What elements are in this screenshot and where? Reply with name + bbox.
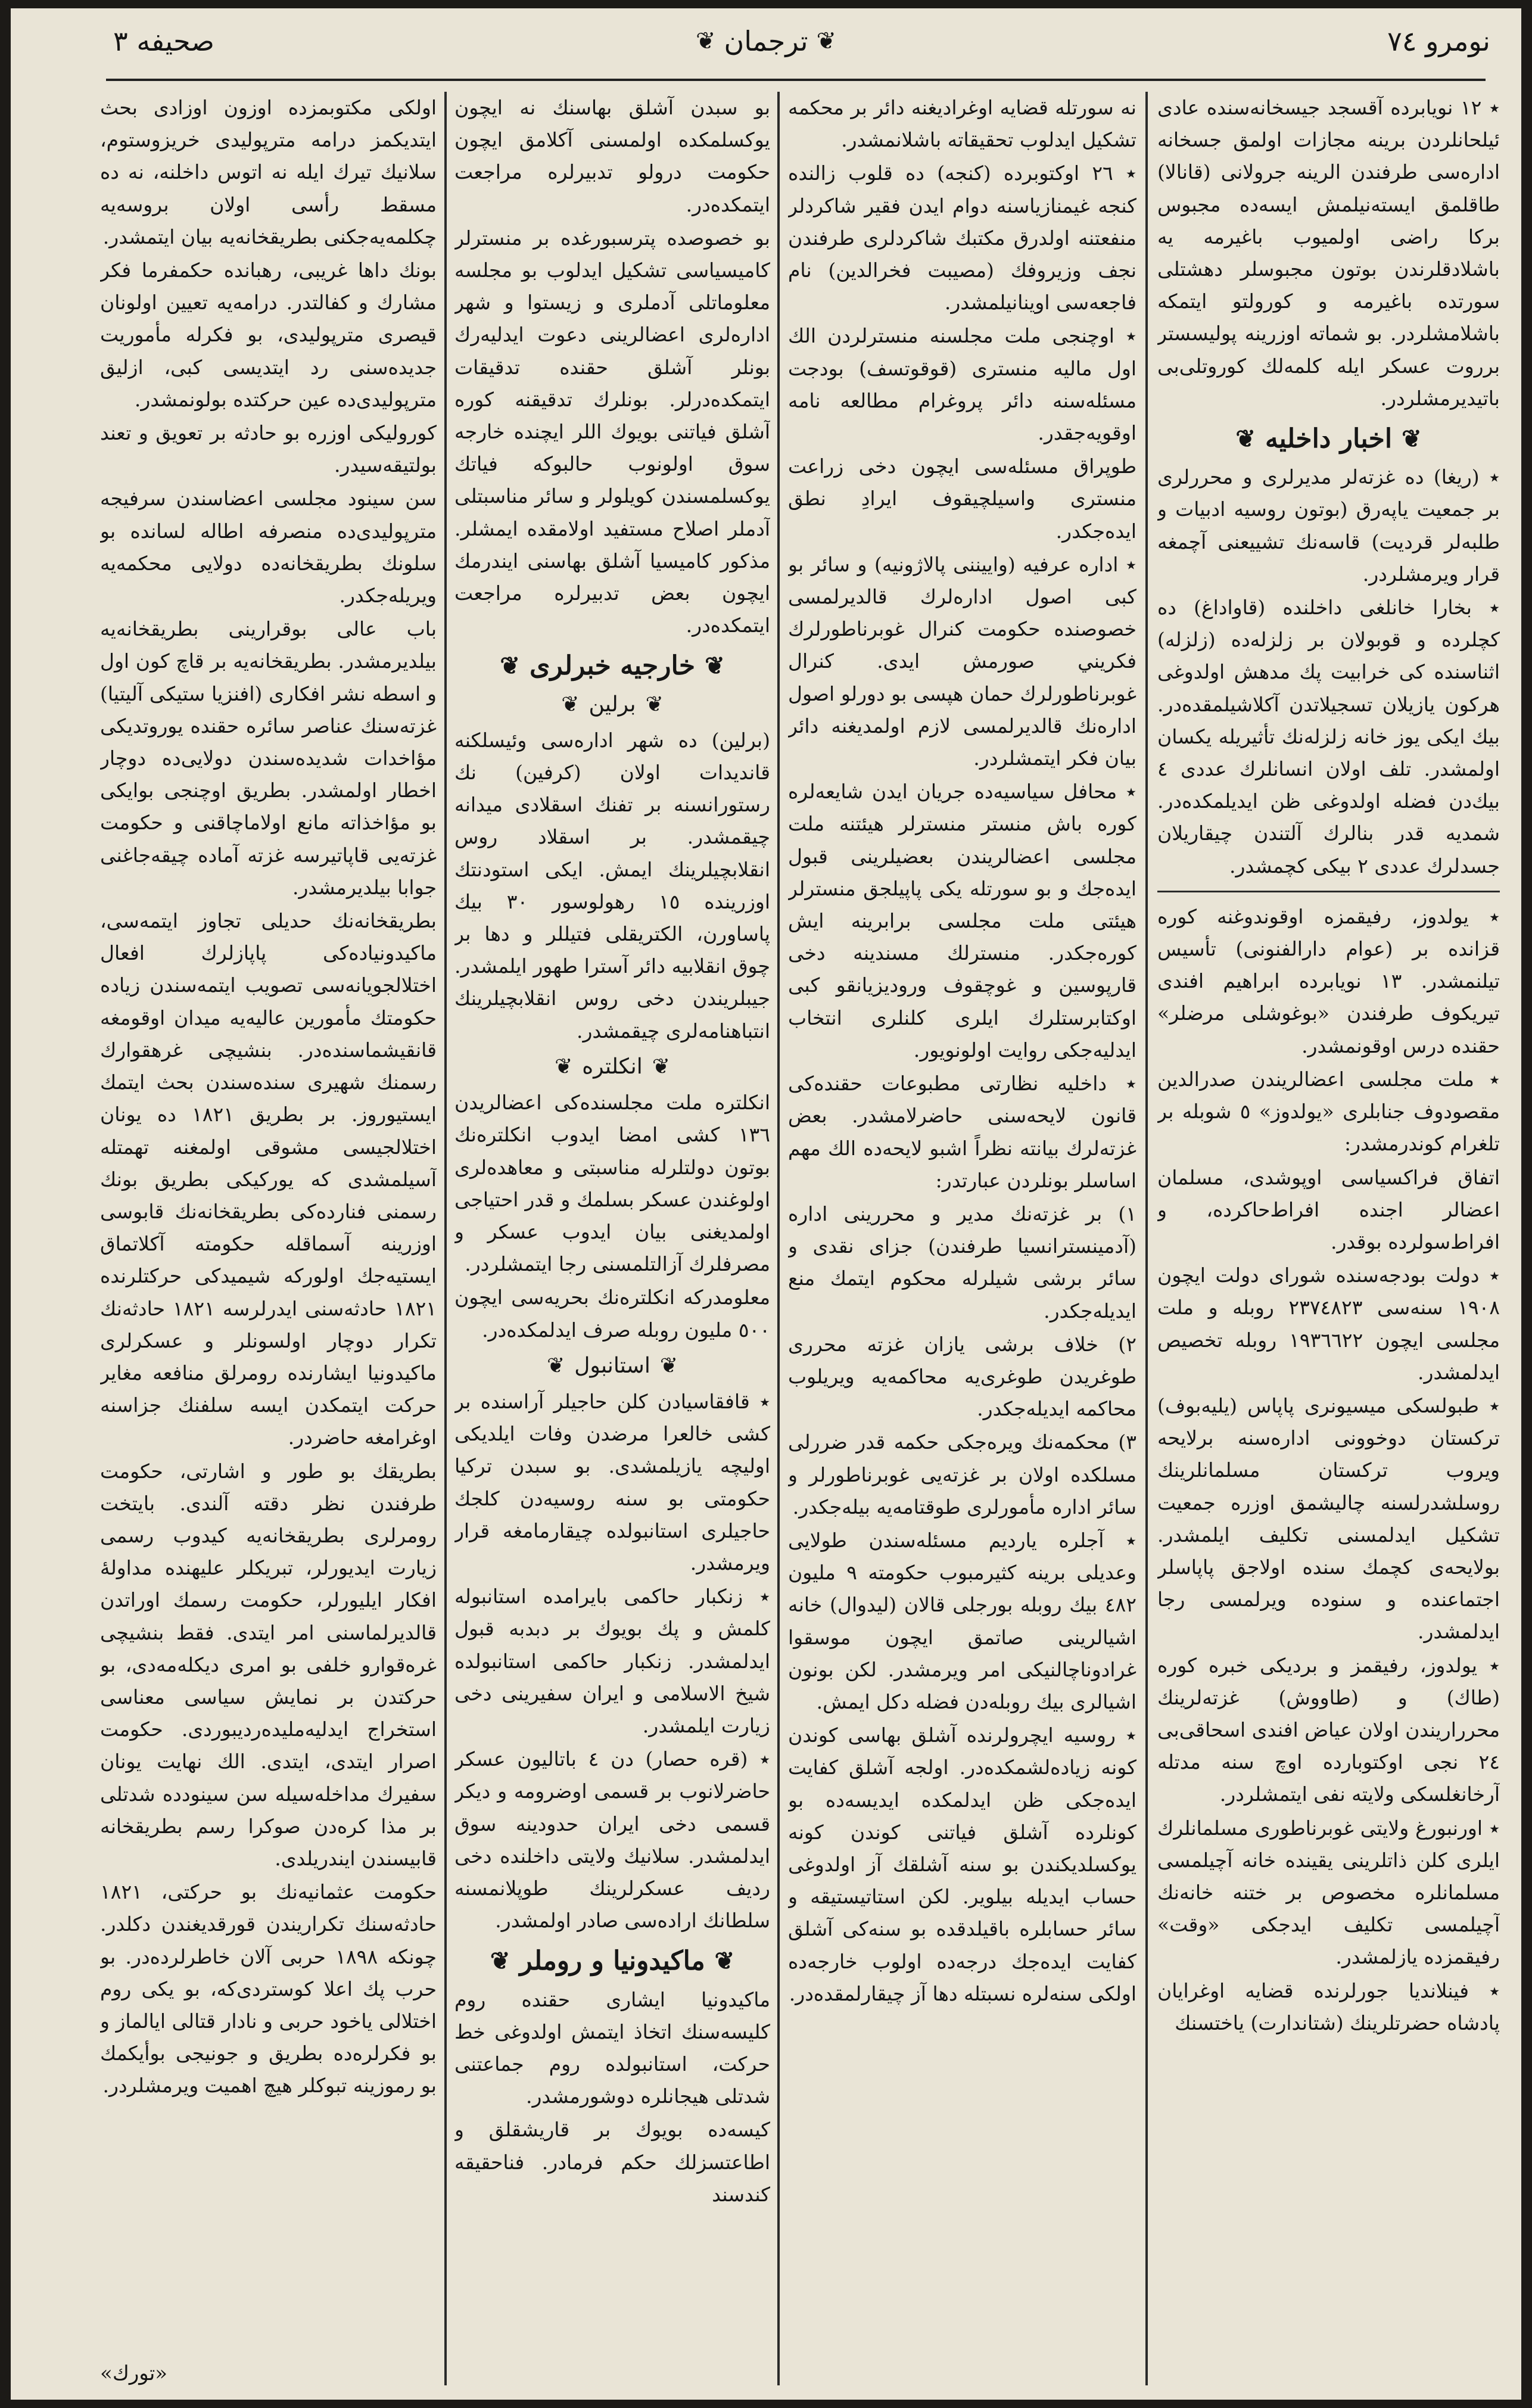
article-paragraph: انكلتره ملت مجلسنده‌كی اعضالريدن ١٣٦ كشی امضا ايدوب انكلتره‌نك بوتون دولتلرله مناسبتی و معاهده‌لری اولوغندن عسكر بسلمك و قدر احتياجی اولمديغنی بيان ايدوب عسكر و مصرفلرك آزالتلمسنی رجا ايتمشلردر.: [454, 1091, 770, 1276]
section-heading: [454, 650, 770, 682]
article-paragraph: ٭ اوچنجی ملت مجلسنه منسترلردن الك اول ماليه منستری (قوقوتسف) بودجت مسئله‌سنه دائر پروغرام مطالعه نامه اوقويه‌جقدر.: [788, 324, 1136, 445]
column-3: [454, 92, 770, 2385]
article-paragraph: ٭ فينلانديا جورلرنده قضايه اوغرايان پادشاه حضرتلرينك (شتاندارت) ياختسنك: [1157, 1978, 1500, 2034]
page-label: صحيفه ٣: [113, 25, 214, 57]
ornament-right-icon: ❦: [695, 27, 716, 55]
masthead: [696, 25, 836, 57]
article-paragraph: حكومت عثمانيه‌نك بو حركتی، ١٨٢١ حادثه‌سنك تكراريندن قورقديغندن دكلدر. چونكه ١٨٩٨ حربی آلان خاطرلرده‌در. بو حرب پك اعلا كوستردی‌كه، بو يكی روم اختلالی ياخود حربی و نادار قتالی ايالماز و بو فكرلره‌ده بطريق و جونيجی بوأيكمك بو رموزينه تبوكلر هيچ اهميت ويرمشلردر.: [100, 1880, 437, 2098]
section-heading-text: ماكيدونيا و روملر: [519, 1946, 705, 1977]
article-paragraph: بو سبدن آشلق بهاسنك نه ايچون يوكسلمكده اولمسنی آكلامق ايچون حكومت درولو تدبيرلره مراجعت ايتمكده‌در.: [454, 96, 770, 216]
article-paragraph: ٭ اورنبورغ ولايتی غوبرناطوری مسلمانلرك ايلری كلن ذاتلرينی يقينده خانه آچيلمسی مسلمانلره مخصوص بر ختنه خانه‌نك آچيلمسی تكليف ايدجكی «وقت» رفيقمزده يازلمشدر.: [1157, 1816, 1500, 1969]
column-4: [100, 92, 437, 2385]
dateline: [454, 689, 770, 721]
column-2: [788, 92, 1136, 2385]
fleuron-icon: ❦: [652, 1054, 670, 1079]
issue-number: نومرو ٧٤: [1387, 25, 1490, 57]
dateline: [454, 1051, 770, 1083]
article-paragraph: كوروليكی اوزره بو حادثه بر تعويق و تعند بولتيقه‌سيدر.: [100, 421, 437, 477]
dateline-text: انكلتره: [582, 1054, 643, 1079]
section-heading-text: اخبار داخليه: [1265, 424, 1393, 455]
fleuron-icon: ❦: [705, 652, 725, 680]
article-paragraph: ٭ داخليه نظارتی مطبوعات حقنده‌كی قانون لايحه‌سنی حاضرلامشدر. بعض غزته‌لرك بيانته نظراً اشبو لايحه‌ده الك مهم اساسلر بونلردن عبارتدر:: [788, 1072, 1136, 1192]
article-paragraph: كيسه‌ده بويوك بر قاريشقلق و اطاعتسزلك حكم فرمادر. فناحقيقه كندسند: [454, 2118, 770, 2206]
fleuron-icon: ❦: [659, 1353, 678, 1378]
article-paragraph: اتفاق فراكسياسی اوپوشدی، مسلمان اعضالر اجنده افراط‌حاكرده، و افراط‌سولرده بوقدر.: [1157, 1165, 1500, 1253]
article-paragraph: (برلين) ده شهر اداره‌سی وئيسلكنه قانديدات اولان (كرفين) نك رستورانسنه بر تفنك اسقلادی ميدانه چيقمشدر. بر اسقلاد روس انقلابچيلرينك ايمش. ايكی استودنتك اوزرينده ١٥ رهولوسور ٣٠ بيك پاساورن، الكتريقلی فتيللر و دها بر چوق انقلابيه دائر آسترا طهور ايلمشدر. جيبلريندن دخی روس انقلابچيلرينك انتباهنامه‌لری چيقمشدر.: [454, 728, 770, 1043]
section-heading: [454, 1945, 770, 1977]
article-paragraph: باب عالی بوقرارينی بطريقخانه‌يه بيلديرمشدر. بطريقخانه‌يه بر قاچ كون اول و اسطه نشر افكاری (افنزيا ستيكی آليتيا) غزته‌سنك عناصر سائره حقنده يوروتديكی مؤاخدات شديده‌سندن دولايی‌ده دوچار اخطار اولمشدر. بطريق اوچنجی بوايكی بو مؤاخذاته مانع اولاماچاقنی و حكومت غزته‌يی قاپاتيرسه غزته آماده چيقه‌جاغنی جوابا بيلديرمشدر.: [100, 617, 437, 899]
column-divider: [1145, 92, 1148, 2385]
article-paragraph: ماكيدونيا ايشاری حقنده روم كليسه‌سنك اتخاذ ايتمش اولدوغی خط حركت، استانبولده روم جماعتنی شدتلی هيجانلره دوشورمشدر.: [454, 1987, 770, 2108]
article-paragraph: بو خصوصده پترسبورغده بر منسترلر كاميسياسی تشكيل ايدلوب بو مجلسه معلوماتلی آدملری و زيستوا و شهر اداره‌لری اعضالرينی دعوت ايدليه‌رك بونلر آشلق حقنده تدقيقات ايتمكده‌درلر. بونلرك تدقيقنه كوره آشلق فياتنی بويوك اللر ايچنده خارجه سوق اولونوب حالبوكه فياتك يوكسلمسندن كويلولر و سائر مناسبتلی آدملر اصلاح مستفيد اولامقده ايمشلر. مذكور كاميسيا آشلق بهاسنی ايندرمك ايچون بعض تدبيرلره مراجعت ايتمكده‌در.: [454, 226, 770, 637]
article-paragraph: معلومدركه انكلتره‌نك بحريه‌سی ايچون ٥٠٠ مليون روبله صرف ايدلمكده‌در.: [454, 1286, 770, 1342]
article-paragraph: ٭ ملت مجلسی اعضالريندن صدرالدين مقصودوف جنابلری «يولدوز» ٥ شوبله بر تلغرام كوندرمشدر:: [1157, 1067, 1500, 1156]
fleuron-icon: ❦: [1235, 425, 1256, 453]
article-paragraph: ٭ قافقاسيادن كلن حاجيلر آراسنده بر كشی خالعرا مرضدن وفات ايلديكی اوليچه يازيلمشدی. بو سبدن تركيا حكومتی بو سنه روسيه‌دن كلجك حاجيلری استانبولده چيقارمامغه قرار ويرمشدر.: [454, 1389, 770, 1575]
column-divider: [777, 92, 780, 2385]
article-paragraph: ٭ (ريغا) ده غزته‌لر مديرلری و محررلری بر جمعيت ياپه‌رق (بوتون روسيه ادبيات و طلبه‌لر قرديت) قاسه‌نك تشييعنی آچمغه قرار ويرمشلردر.: [1157, 465, 1500, 586]
fleuron-icon: ❦: [561, 692, 580, 717]
fleuron-icon: ❦: [500, 652, 520, 680]
article-paragraph: ٭ محافل سياسيه‌ده جريان ايدن شايعه‌لره كوره باش منستر منسترلر هيئتنه ملت مجلسی اعضالريندن بعضيلرينی قبول ايده‌جك و بو سورتله يكی پاپيلجق منسترلر هيئتی ملت مجلسی برابرينه ايش كوره‌جكدر. منسترلك مسندينه دخی قارپوسين و غوچقوف وروديزيانقو كبی اوكتابرستلرك ايلری كلنلری انتخاب ايدليه‌جكی روايت اولونويور.: [788, 780, 1136, 1062]
article-paragraph: سن سينود مجلسی اعضاسندن سرفيجه مترپوليدی‌ده منصرفه اطاله لسانده بو سلونك بطريقخانه‌ده دولايی محكمه‌يه ويريله‌جكدر.: [100, 487, 437, 608]
article-paragraph: ٭ ١٢ نويابرده آقسجد جيسخانه‌سنده عادی ئيلحانلردن برينه مجازات اولمق جسخانه اداره‌سی طرفندن الرينه جرولانی (قانالا) طاقلمق ايسته‌نيلمش ايسه‌ده مجبوس بركا راضی اولميوب باغيرمه يه باشلادقلرندن بوتون مجبوسلر دهشتلی سورتده باغيرمه و كورولتو ايتمكه باشلامشلردر. بو شماته اوزرينه پوليسستر برروت عسكر ايله كلمه‌لك كوروتلی‌بی باتيديرمشلردر.: [1157, 96, 1500, 410]
article-paragraph: ٭ اداره عرفيه (واييننی پالاژونيه) و سائر بو كبی اصول اداره‌لرك قالديرلمسی خصوصنده حكومت كنرال غوبرناطورلرك فكريني صورمش ايدی. كنرال غوبرناطورلرك حمان هپسی بو دورلو اصول اداره‌نك قالديرلمسی لازم اولمديغنه دائر بيان فكر ايتمشلردر.: [788, 552, 1136, 770]
article-paragraph: نه سورتله قضايه اوغراديغنه دائر بر محكمه تشكيل ايدلوب تحقيقاته باشلانمشدر.: [788, 96, 1136, 152]
article-paragraph: ٭ بخارا خانلغی داخلنده (قاواداغ) ده كچلرده و قوبولان بر زلزله‌ده (زلزله) اثناسنده كی خرابيت پك مدهش اولدوغی هركون يازيلان تسجيلاتدن آكلاشيلمقده‌در. بيك ايكی يوز خانه زلزله‌نك تأثيريله يكسان اولمشدر. تلف اولان انسانلرك عددی ٤ بيك‌دن فضله اولدوغی ظن ايديلمكده‌در. شمديه قدر بنالرك آلتندن چيقاريلان جسدلرك عددی ٢ بيكی كچمشدر.: [1157, 596, 1500, 878]
article-paragraph: ٭ دولت بودجه‌سنده شورای دولت ايچون ١٩٠٨ سنه‌سی ٢٣٧٤٨٢٣ روبله و ملت مجلسی ايچون ١٩٣٦٦٢٢ روبله تخصيص ايدلمشدر.: [1157, 1264, 1500, 1384]
article-paragraph: بطريقخانه‌نك حديلی تجاوز ايتمه‌سی، ماكيدونياده‌كی پاپازلرك افعال اختلالجويانه‌سی تصويب ايتمه‌سندن زياده حكومتك مأمورين عاليه‌يه ميدان اوقومغه قانقيشماسنده‌در. بنشيچی غرهقوارك رسمنك شهيری سنده‌سندن بحث ايتمك ايستيوروز. بر بطريق ١٨٢١ ده يونان اختلالجيسی مشوقی اولمغنه تهمتله آسيلمشدی كه يوركيكی بطريق بونك رسمنی فنارده‌كی بطريقخانه‌نك قابوسی اوزرينه آسماقله حكومته آكلاتماق ايستيه‌جك اولوركه شيميدكی حركتلرنده ١٨٢١ حادثه‌سنی ايدرلرسه ١٨٢١ حادثه‌نك تكرار دوچار اولسونلر و عسكرلری ماكيدونيا ايشارنده رومرلق منافعه مغاير حركت ايتمكدن ايسه سلفنك جزاسنه اوغرامغه حاضردر.: [100, 909, 437, 1449]
article-paragraph: ٭ زنكبار حاكمی بايرامده استانبوله كلمش و پك بويوك بر دبدبه قبول ايدلمشدر. زنكبار حاكمی استانبولده شيخ الاسلامی و ايران سفيرينی دخی زيارت ايلمشدر.: [454, 1585, 770, 1737]
fleuron-icon: ❦: [490, 1947, 510, 1975]
ornament-left-icon: ❦: [816, 27, 837, 55]
article-paragraph: اولكی مكتوبمزده اوزون اوزادی بحث ايتديكمز درامه مترپوليدی خريزوستوم، سلانيك تيرك ايله نه اتوس داخلنه، نه ده مسقط رأسی اولان بروسه‌يه چكلمه‌يه‌جكنی بطريقخانه‌يه بيان ايتمشدر.: [100, 96, 437, 248]
article-paragraph: ٭ روسيه ايچرولرنده آشلق بهاسی كوندن كونه زياده‌لشمكده‌در. اولجه آشلق كفايت ايده‌جكی ظن ايدلمكده ايديسه‌ده بو كونلرده آشلق فياتنی كوندن كونه يوكسلديكندن بو سنه آشلقك آز اولدوغی حساب ايديله بيلوير. لكن استاتيستيقه و سائر حسابلره باقيلدقده بو سنه‌كی آشلق كفايت ايده‌جك درجه‌ده اولوب خارجه‌ده اولكی سنه‌لره نسبتله دها آز چيقارلمقده‌در.: [788, 1723, 1136, 2005]
section-heading-text: خارجيه خبرلری: [529, 651, 696, 682]
fleuron-icon: ❦: [1402, 425, 1422, 453]
fleuron-icon: ❦: [645, 692, 664, 717]
page-header: [24, 20, 1508, 86]
section-heading: [1157, 423, 1500, 455]
paper-name: ترجمان: [724, 25, 808, 57]
article-paragraph: ٭ يولدوز، رفيقمزه اوقوندوغنه كوره قزانده بر (عوام دارالفنونی) تأسيس تيلنمشدر. ١٣ نويابرده ابراهيم افندی تيريكوف طرفندن «بوغوشلی مرضلر» حقنده درس اوقونمشدر.: [1157, 904, 1500, 1057]
article-divider: [1157, 891, 1500, 892]
article-paragraph: ٭ يولدوز، رفيقمز و بردیكی خبره كوره (طاك) و (طاووش) غزته‌لرينك محرراريندن اولان عياض افندی اسحاقی‌بی ٢٤ نجی اوكتوبارده اوچ سنه مدتله آرخانغلسكی ولايته نفی ايتمشلردر.: [1157, 1653, 1500, 1806]
fleuron-icon: ❦: [714, 1947, 735, 1975]
article-paragraph: ٣) محكمه‌نك ويره‌جكی حكمه قدر ضررلی مسلكده اولان بر غزته‌يی غوبرناطورلر و سائر اداره مأمورلری طوقتامه‌يه بيله‌جكدر.: [788, 1430, 1136, 1519]
article-paragraph: ٭ ٢٦ اوكتوبرده (كنجه) ده قلوب زالنده كنجه غيمنازياسنه دوام ايدن فقير شاكردلر منفعتنه اولدرق مكتبك شاكردلری طرفندن نجف وزيروفك (مصيبت فخرالدين) نام فاجعه‌سی اوينانيلمشدر.: [788, 161, 1136, 315]
article-paragraph: ٢) خلاف برشی يازان غزته محرری طوغريدن طوغری‌يه محاكمه‌يه ويريلوب محاكمه ايديله‌جكدر.: [788, 1332, 1136, 1421]
dateline-text: برلين: [588, 692, 636, 717]
article-paragraph: ٭ (قره حصار) دن ٤ باتاليون عسكر حاضرلانوب بر قسمی اوضرومه و ديكر قسمی دخی ايران حدودينه سوق ايدلمشدر. سلانيك ولايتی داخلنده دخی ردیف عسكرلرينك طوپلانمسنه سلطانك اراده‌سی صادر اولمشدر.: [454, 1747, 770, 1933]
newspaper-page: [11, 8, 1521, 2400]
dateline: [454, 1350, 770, 1382]
article-paragraph: ١) بر غزته‌نك مدير و محررينی اداره (آدمينسترانسيا طرفندن) جزای نقدی و سائر برشی شيلرله محكوم ايتمك منع ايديله‌جكدر.: [788, 1202, 1136, 1323]
article-paragraph: بطريقك بو طور و اشارتی، حكومت طرفندن نظر دقته آلندی. بايتخت رومرلری بطريقخانه‌يه كيدوب رسمی زيارت ايديورلر، تبريكلر عليهنده مداولهٔ افكار ايليورلر، حكومت رسمك اوراتدن قالديرلماسنی امر ايتدی. فقط بنشيچی غره‌قوارو خلفی بو امری ديكله‌مه‌دی، بو حركتدن بر نمايش سياسی معناسی استخراج ايدليه‌مليده‌رديبوردی. حكومت اصرار ايتدی، ايتدی. الك نهايت يونان سفيرك مداخله‌سيله سن سينودده شدتلی بر مذا كره‌دن صوكرا رسم بطريقخانه قابيسندن ايندريلدی.: [100, 1459, 437, 1870]
fleuron-icon: ❦: [555, 1054, 573, 1079]
article-paragraph: بونك داها غريبی، رهبانده حكمفرما فكر مشارك و كفالتدر. درامه‌يه تعيين اولونان قيصری مترپوليدی، بو فكرله مأموريت جديده‌سنی رد ايتديسی كبی، ازليق مترپوليدی‌ده عين حركتده بولونمشدر.: [100, 259, 437, 411]
dateline-text: استانبول: [574, 1353, 650, 1378]
column-1: [1157, 92, 1500, 2385]
footer-source: «تورك»: [100, 2362, 168, 2385]
header-rule: [106, 79, 1486, 81]
column-divider: [444, 92, 447, 2385]
fleuron-icon: ❦: [547, 1353, 565, 1378]
article-paragraph: ٭ آجلره يارديم مسئله‌سندن طولايی وعديلی برينه كثيرمبوب حكومته ٩ مليون ٤٨٢ بيك روبله بورجلی قالان (ليدوال) خانه اشيالرينی صاتمق ايچون موسقوا غرادوناچالنيكی امر ويرمشدر. لكن بونون اشيالری بيك روبله‌دن فضله دكل ايمش.: [788, 1528, 1136, 1713]
article-paragraph: ٭ طبولسكی ميسيونری پاپاس (يليه‌بوف) تركستان دوخوونی اداره‌سنه برلايحه ويروب تركستان مسلمانلرينك روسلشدرلسنه چاليشمق اوزره جمعيت تشكيل ايدلمسنی تكليف ايلمشدر. بولايحه‌ی كچمك سنده اولاجق پاپاسلر اجتماعنده و سنوده ويرلمسی رجا ايدلمشدر.: [1157, 1393, 1500, 1644]
article-paragraph: طوپراق مسئله‌سی ايچون دخی زراعت منستری واسيلچيقوف ايرادِ نطق ايده‌جكدر.: [788, 455, 1136, 543]
